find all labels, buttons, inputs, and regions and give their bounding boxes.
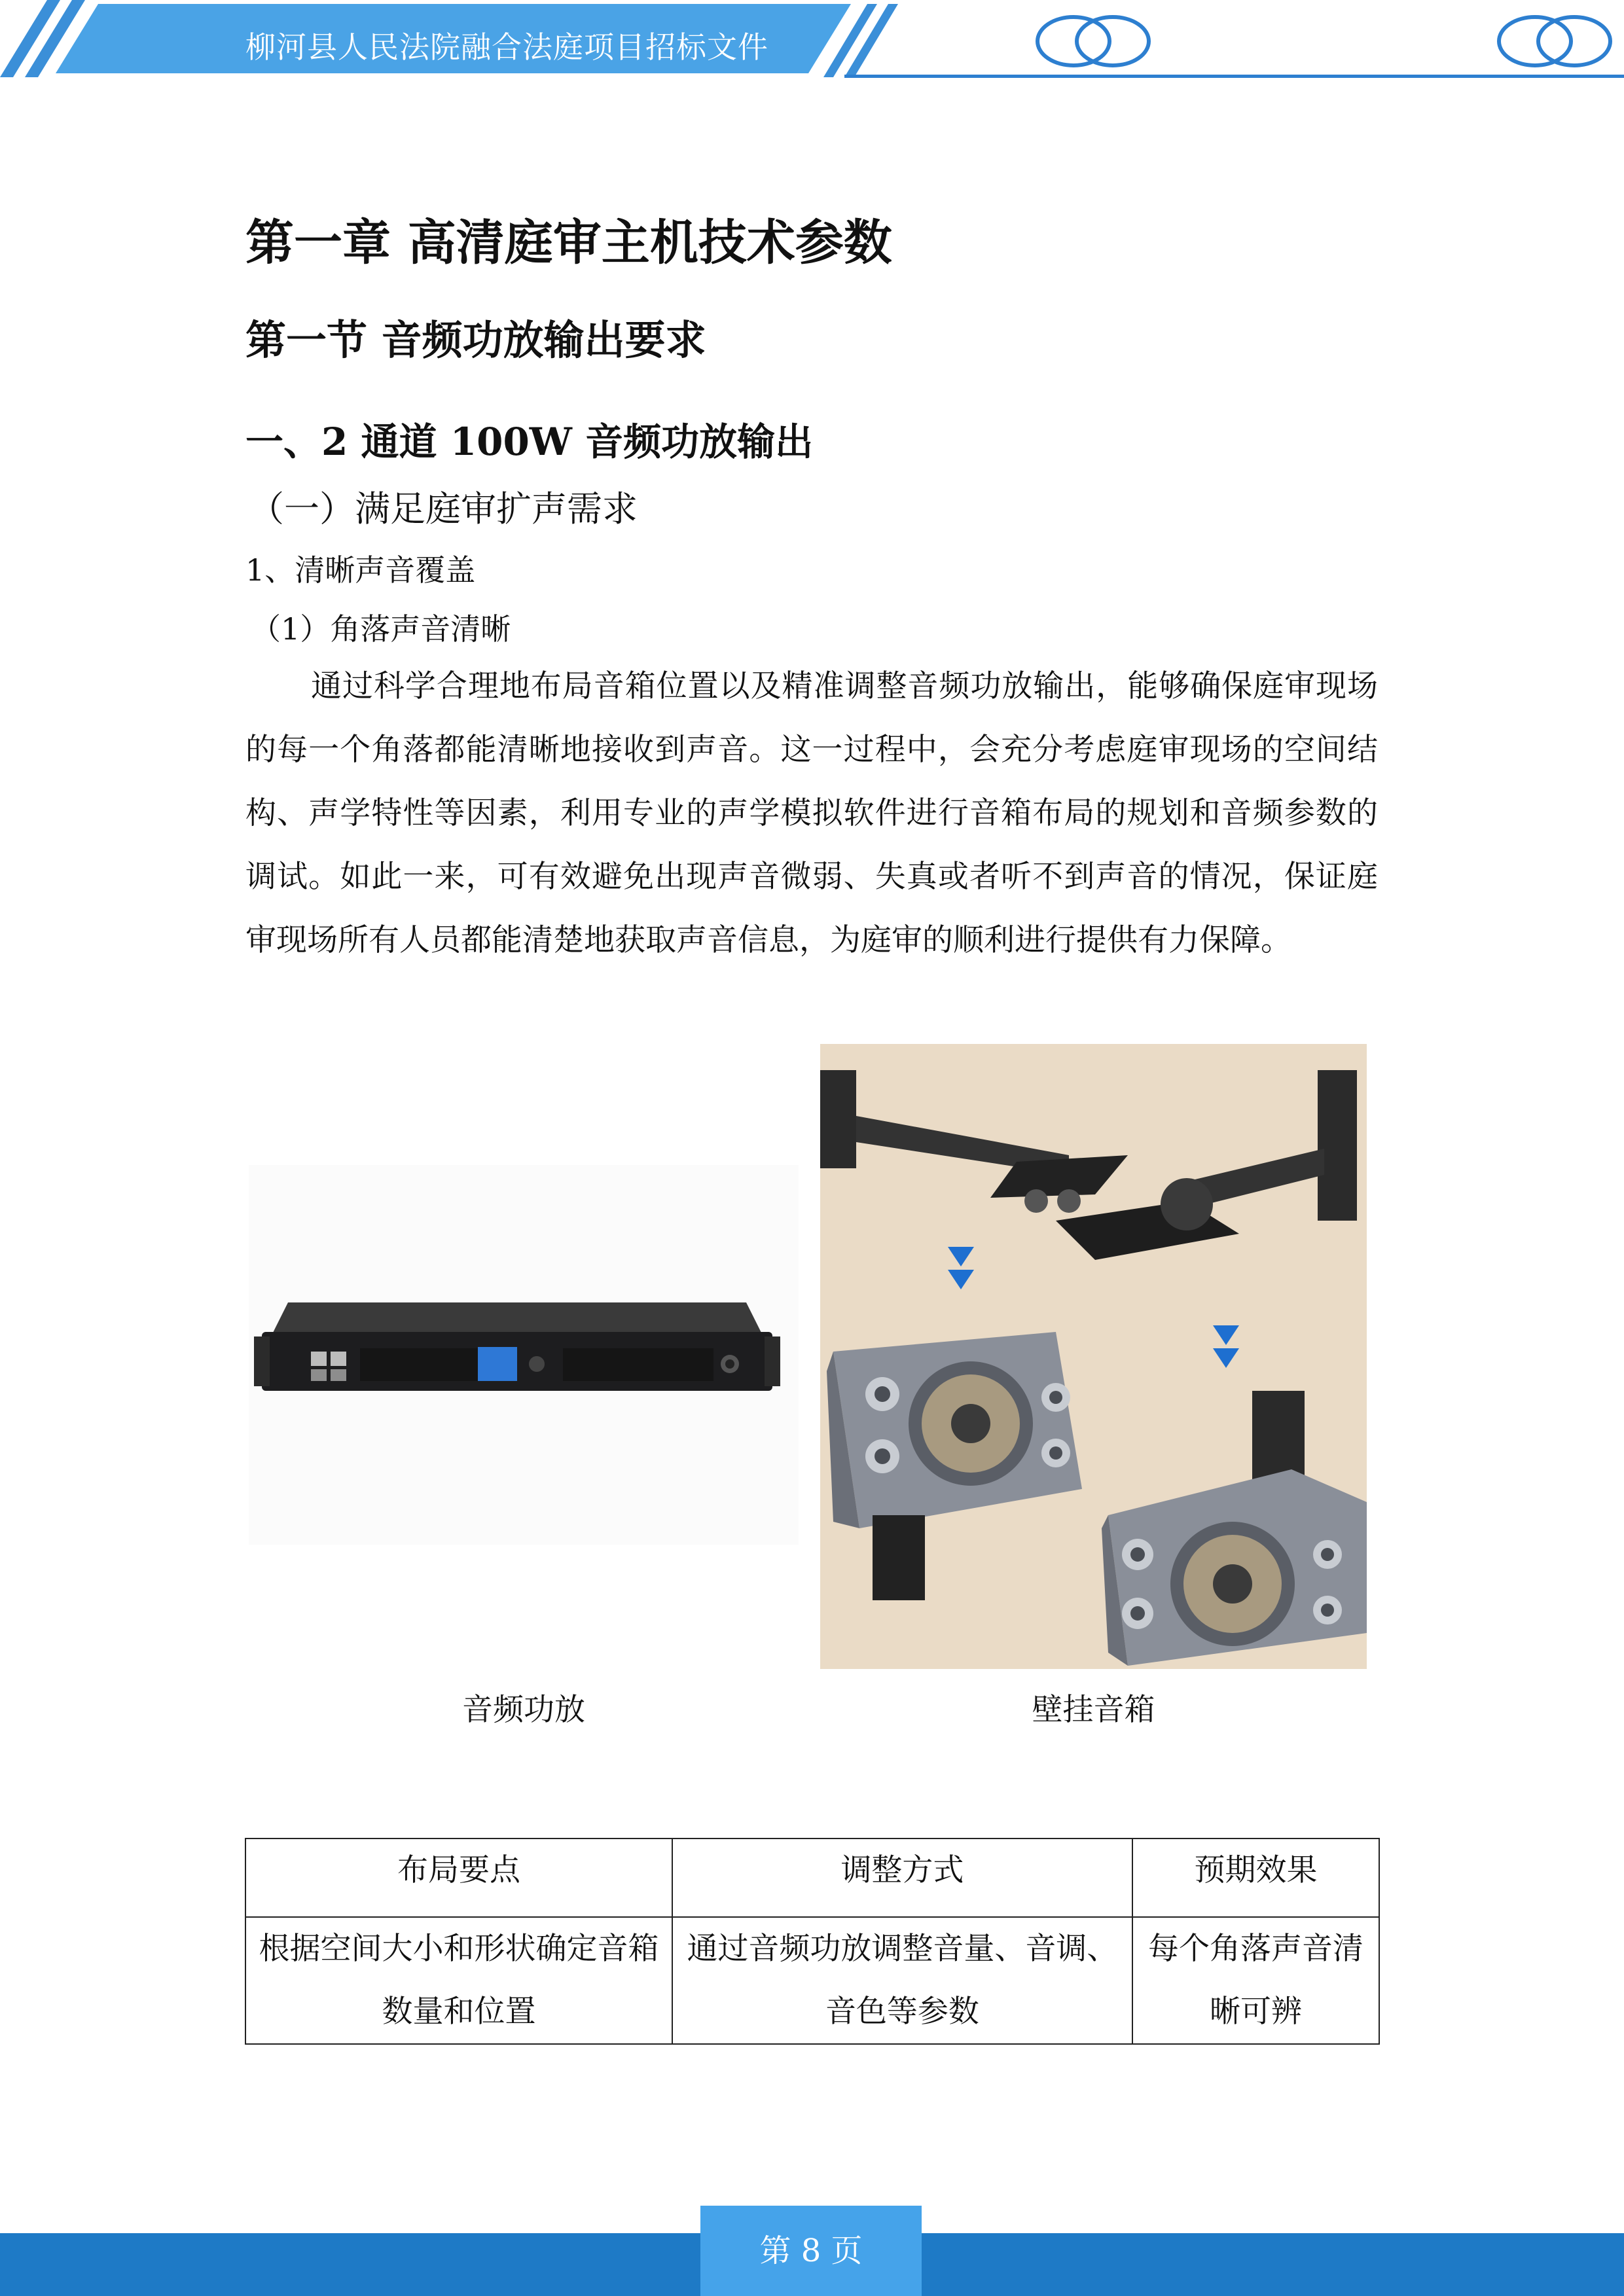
amplifier-caption: 音频功放 — [462, 1692, 585, 1728]
table-row — [245, 1917, 1379, 2044]
body-paragraph: 通过科学合理地布局音箱位置以及精准调整音频功放输出，能够确保庭审现场的每一个角落都能清晰地接收到声音。这一过程中，会充分考虑庭审现场的空间结构、声学特性等因素，利用专业的声学模拟软件进行音箱布局的规划和音频参数的调试。如此一来，可有效避免出现声音微弱、失真或者听不到声音的情况，保证庭审现场所有人员都能清楚地获取声音信息，为庭审的顺利进行提供有力保障。 — [245, 668, 1378, 958]
table-header-row — [245, 1839, 1379, 1917]
table-cell: 每个角落声音清晰可辨 — [1132, 1917, 1379, 2044]
chapter-title: 第一章 高清庭审主机技术参数 — [245, 215, 892, 271]
header-decoration — [0, 0, 1624, 85]
speaker-caption: 壁挂音箱 — [1032, 1692, 1155, 1728]
table-cell: 通过音频功放调整音量、音调、音色等参数 — [672, 1917, 1132, 2044]
subpoint-title: （1）角落声音清晰 — [251, 611, 511, 647]
table-header-cell: 布局要点 — [245, 1839, 672, 1917]
section-title: 第一节 音频功放输出要求 — [245, 316, 706, 364]
table-header-cell: 调整方式 — [672, 1839, 1132, 1917]
subsection-title: 一、2 通道 100W 音频功放输出 — [245, 420, 814, 464]
amplifier-image — [249, 1165, 799, 1545]
wall-speaker-image — [820, 1044, 1367, 1669]
page-number: 第 8 页 — [759, 2233, 863, 2269]
page-header — [0, 0, 1624, 85]
layout-table — [245, 1838, 1380, 2045]
table-cell: 根据空间大小和形状确定音箱数量和位置 — [245, 1917, 672, 2044]
table-header-cell: 预期效果 — [1132, 1839, 1379, 1917]
header-title: 柳河县人民法院融合法庭项目招标文件 — [245, 29, 768, 65]
item-title: （一）满足庭审扩声需求 — [249, 488, 638, 529]
point-title: 1、清晰声音覆盖 — [245, 552, 476, 588]
rings-logo-icon — [1038, 17, 1610, 65]
